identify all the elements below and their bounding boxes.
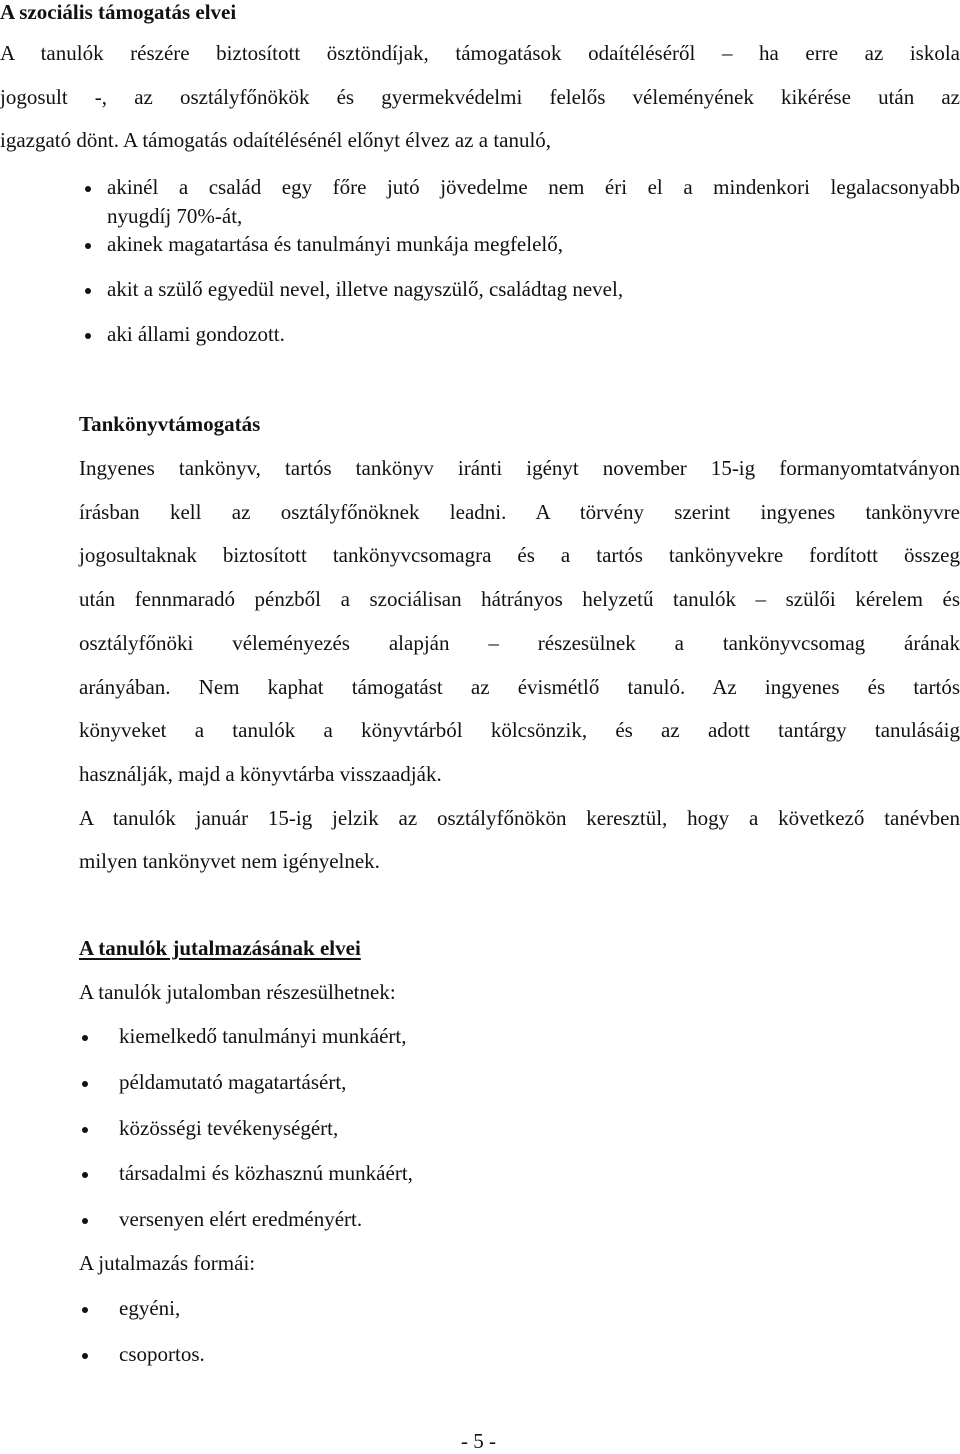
bullet-icon bbox=[82, 1127, 88, 1133]
list-item: csoportos. bbox=[119, 1342, 205, 1366]
list-item: társadalmi és közhasznú munkáért, bbox=[119, 1161, 413, 1185]
list-item: kiemelkedő tanulmányi munkáért, bbox=[119, 1024, 407, 1048]
list-item: akit a szülő egyedül nevel, illetve nagyszülő, családtag nevel, bbox=[107, 277, 624, 301]
bullet-icon bbox=[82, 1307, 88, 1313]
list-item: akinél a család egy főre jutó jövedelme nem éri el a mindenkori legalacsonyabb bbox=[107, 175, 960, 199]
bullet-icon bbox=[82, 1172, 88, 1178]
bullet-icon bbox=[82, 1081, 88, 1087]
paragraph-line: A tanulók részére biztosított ösztöndíjak, támogatások odaítéléséről – ha erre az iskola bbox=[0, 41, 960, 65]
bullet-icon bbox=[85, 288, 91, 294]
paragraph-line: Ingyenes tankönyv, tartós tankönyv iránti igényt november 15-ig formanyomtatványon bbox=[79, 456, 960, 480]
list-item: versenyen elért eredményért. bbox=[119, 1207, 363, 1231]
paragraph-line: használják, majd a könyvtárba visszaadják. bbox=[79, 762, 442, 786]
reward-forms-intro: A jutalmazás formái: bbox=[79, 1251, 256, 1275]
paragraph-line: után fennmaradó pénzből a szociálisan hátrányos helyzetű tanulók – szülői kérelem és bbox=[79, 587, 960, 611]
paragraph-line: jogosult -, az osztályfőnökök és gyermekvédelmi felelős véleményének kikérése után az bbox=[0, 85, 960, 109]
paragraph-line: írásban kell az osztályfőnöknek leadni. A törvény szerint ingyenes tankönyvre bbox=[79, 500, 960, 524]
list-item: egyéni, bbox=[119, 1296, 181, 1320]
bullet-icon bbox=[85, 243, 91, 249]
section-heading-social-support: A szociális támogatás elvei bbox=[0, 0, 237, 24]
bullet-icon bbox=[85, 333, 91, 339]
section-heading-rewards: A tanulók jutalmazásának elvei bbox=[79, 936, 361, 960]
list-item: közösségi tevékenységért, bbox=[119, 1116, 339, 1140]
list-item: aki állami gondozott. bbox=[107, 322, 285, 346]
page-number: - 5 - bbox=[461, 1429, 496, 1453]
bullet-icon bbox=[82, 1035, 88, 1041]
bullet-icon bbox=[82, 1218, 88, 1224]
paragraph-line: osztályfőnöki véleményezés alapján – részesülnek a tankönyvcsomag árának bbox=[79, 631, 960, 655]
bullet-icon bbox=[82, 1353, 88, 1359]
list-item: példamutató magatartásért, bbox=[119, 1070, 347, 1094]
bullet-icon bbox=[85, 186, 91, 192]
paragraph-line: milyen tankönyvet nem igényelnek. bbox=[79, 849, 380, 873]
list-item: akinek magatartása és tanulmányi munkája megfelelő, bbox=[107, 232, 563, 256]
rewards-intro: A tanulók jutalomban részesülhetnek: bbox=[79, 980, 396, 1004]
paragraph-line: jogosultaknak biztosított tankönyvcsomagra és a tartós tankönyvekre fordított összeg bbox=[79, 543, 960, 567]
paragraph-line: igazgató dönt. A támogatás odaítélésénél előnyt élvez az a tanuló, bbox=[0, 128, 552, 152]
paragraph-line: arányában. Nem kaphat támogatást az évismétlő tanuló. Az ingyenes és tartós bbox=[79, 675, 960, 699]
paragraph-line: A tanulók január 15-ig jelzik az osztályfőnökön keresztül, hogy a következő tanévben bbox=[79, 806, 960, 830]
section-heading-textbook-support: Tankönyvtámogatás bbox=[79, 412, 261, 436]
list-item-continuation: nyugdíj 70%-át, bbox=[107, 204, 243, 228]
paragraph-line: könyveket a tanulók a könyvtárból kölcsönzik, és az adott tantárgy tanulásáig bbox=[79, 718, 960, 742]
